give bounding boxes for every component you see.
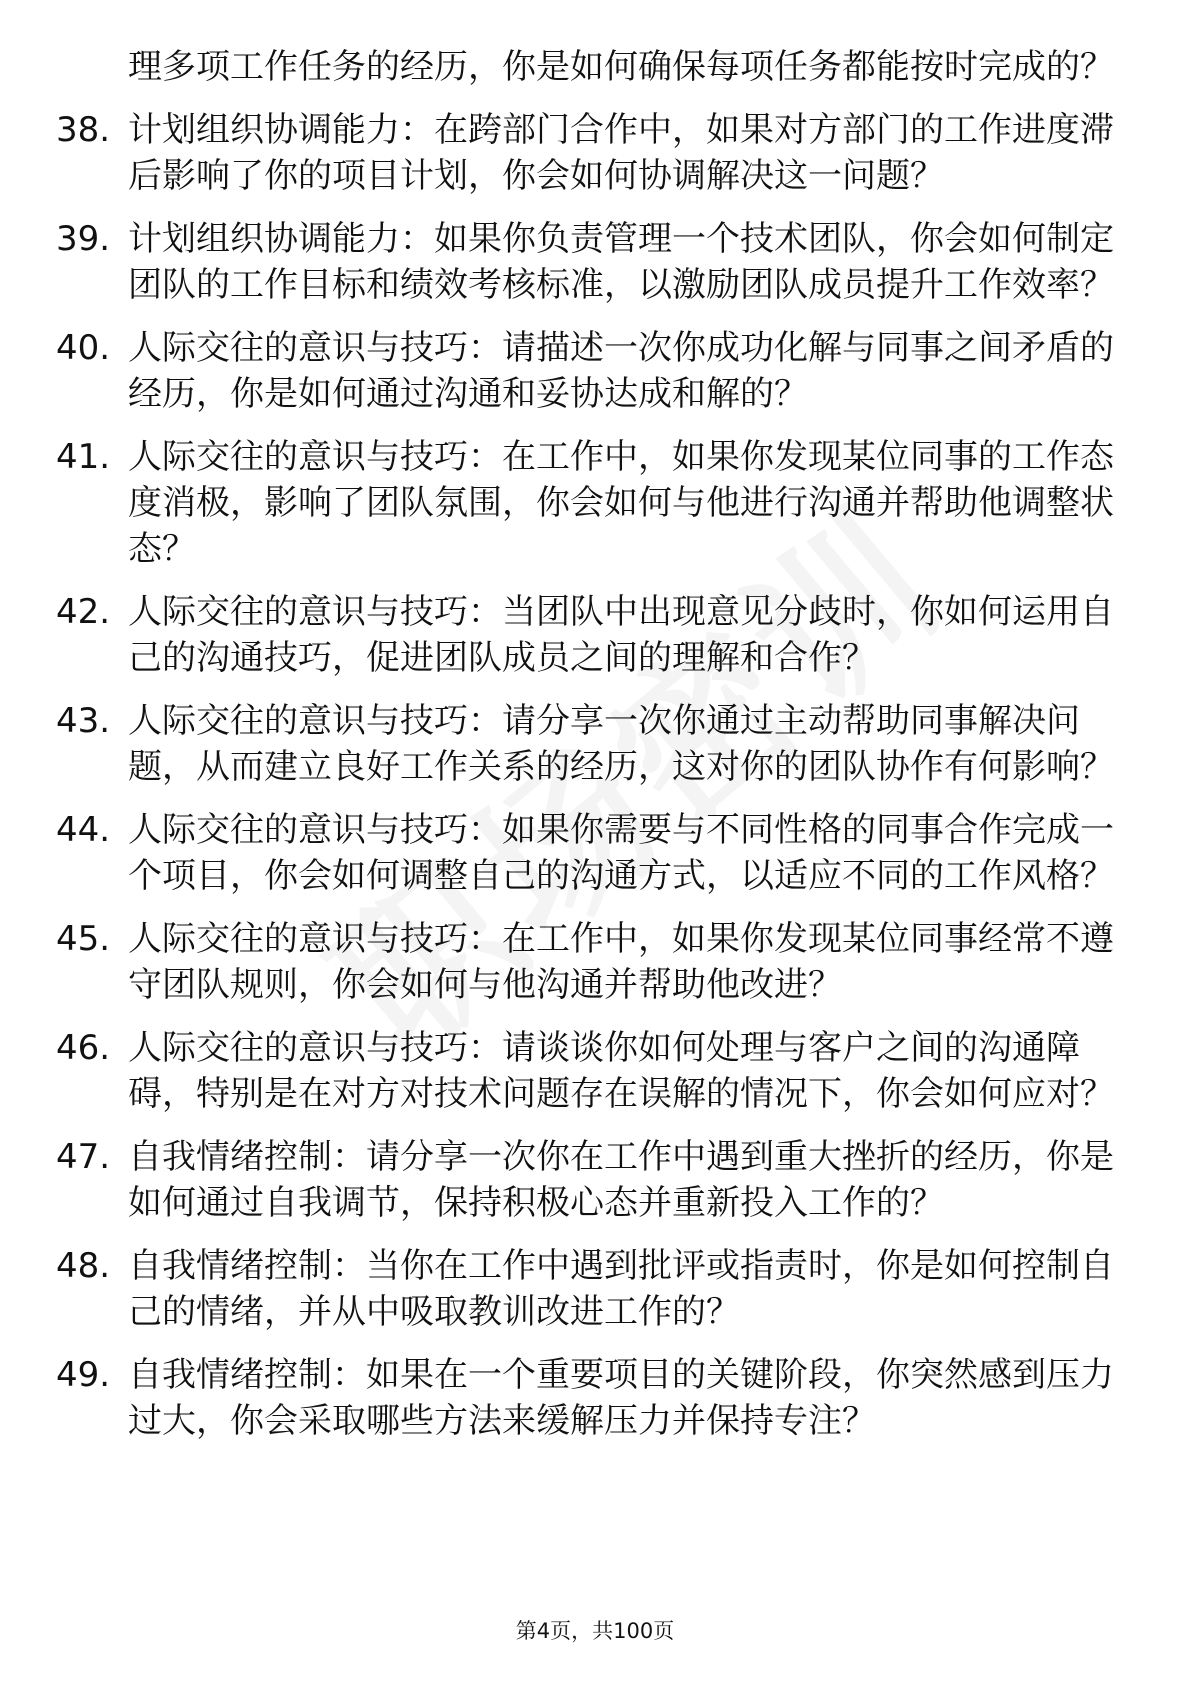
question-text: 人际交往的意识与技巧：请分享一次你通过主动帮助同事解决问题，从而建立良好工作关系的经历，这对你的团队协作有何影响？ <box>128 701 1114 787</box>
question-item <box>56 807 1116 899</box>
question-text: 理多项工作任务的经历，你是如何确保每项任务都能按时完成的？ <box>128 47 1114 87</box>
question-text: 自我情绪控制：当你在工作中遇到批评或指责时，你是如何控制自己的情绪，并从中吸取教训改进工作的？ <box>128 1246 1114 1332</box>
question-text: 人际交往的意识与技巧：在工作中，如果你发现某位同事经常不遵守团队规则，你会如何与他沟通并帮助他改进？ <box>128 919 1114 1005</box>
question-number: 41. <box>56 437 111 477</box>
question-text: 计划组织协调能力：在跨部门合作中，如果对方部门的工作进度滞后影响了你的项目计划，你会如何协调解决这一问题？ <box>128 110 1114 196</box>
question-item <box>56 1025 1116 1117</box>
question-item <box>56 698 1116 790</box>
question-number: 38. <box>56 110 111 150</box>
question-item <box>56 1134 1116 1226</box>
question-text: 人际交往的意识与技巧：在工作中，如果你发现某位同事的工作态度消极，影响了团队氛围，你会如何与他进行沟通并帮助他调整状态？ <box>128 437 1114 569</box>
question-item <box>56 916 1116 1008</box>
question-item <box>56 325 1116 417</box>
question-number: 43. <box>56 701 111 741</box>
question-number: 49. <box>56 1355 111 1395</box>
question-list <box>56 44 1116 1461</box>
question-number: 47. <box>56 1137 111 1177</box>
question-number: 46. <box>56 1028 111 1068</box>
question-item <box>56 434 1116 572</box>
question-number: 44. <box>56 810 111 850</box>
question-item <box>56 1352 1116 1444</box>
question-number: 39. <box>56 219 111 259</box>
question-number: 40. <box>56 328 111 368</box>
question-text: 人际交往的意识与技巧：当团队中出现意见分歧时，你如何运用自己的沟通技巧，促进团队成员之间的理解和合作？ <box>128 592 1114 678</box>
question-item <box>56 44 1116 90</box>
question-number: 42. <box>56 592 111 632</box>
question-text: 人际交往的意识与技巧：请描述一次你成功化解与同事之间矛盾的经历，你是如何通过沟通和妥协达成和解的？ <box>128 328 1114 414</box>
question-item <box>56 107 1116 199</box>
question-item <box>56 1243 1116 1335</box>
question-item <box>56 216 1116 308</box>
question-number: 48. <box>56 1246 111 1286</box>
page-footer: 第4页，共100页 <box>515 1619 675 1643</box>
question-text: 人际交往的意识与技巧：如果你需要与不同性格的同事合作完成一个项目，你会如何调整自己的沟通方式，以适应不同的工作风格？ <box>128 810 1114 896</box>
question-number: 45. <box>56 919 111 959</box>
question-text: 自我情绪控制：请分享一次你在工作中遇到重大挫折的经历，你是如何通过自我调节，保持积极心态并重新投入工作的？ <box>128 1137 1114 1223</box>
question-text: 人际交往的意识与技巧：请谈谈你如何处理与客户之间的沟通障碍，特别是在对方对技术问题存在误解的情况下，你会如何应对？ <box>128 1028 1114 1114</box>
question-text: 计划组织协调能力：如果你负责管理一个技术团队，你会如何制定团队的工作目标和绩效考核标准，以激励团队成员提升工作效率？ <box>128 219 1114 305</box>
question-text: 自我情绪控制：如果在一个重要项目的关键阶段，你突然感到压力过大，你会采取哪些方法来缓解压力并保持专注？ <box>128 1355 1114 1441</box>
question-item <box>56 589 1116 681</box>
